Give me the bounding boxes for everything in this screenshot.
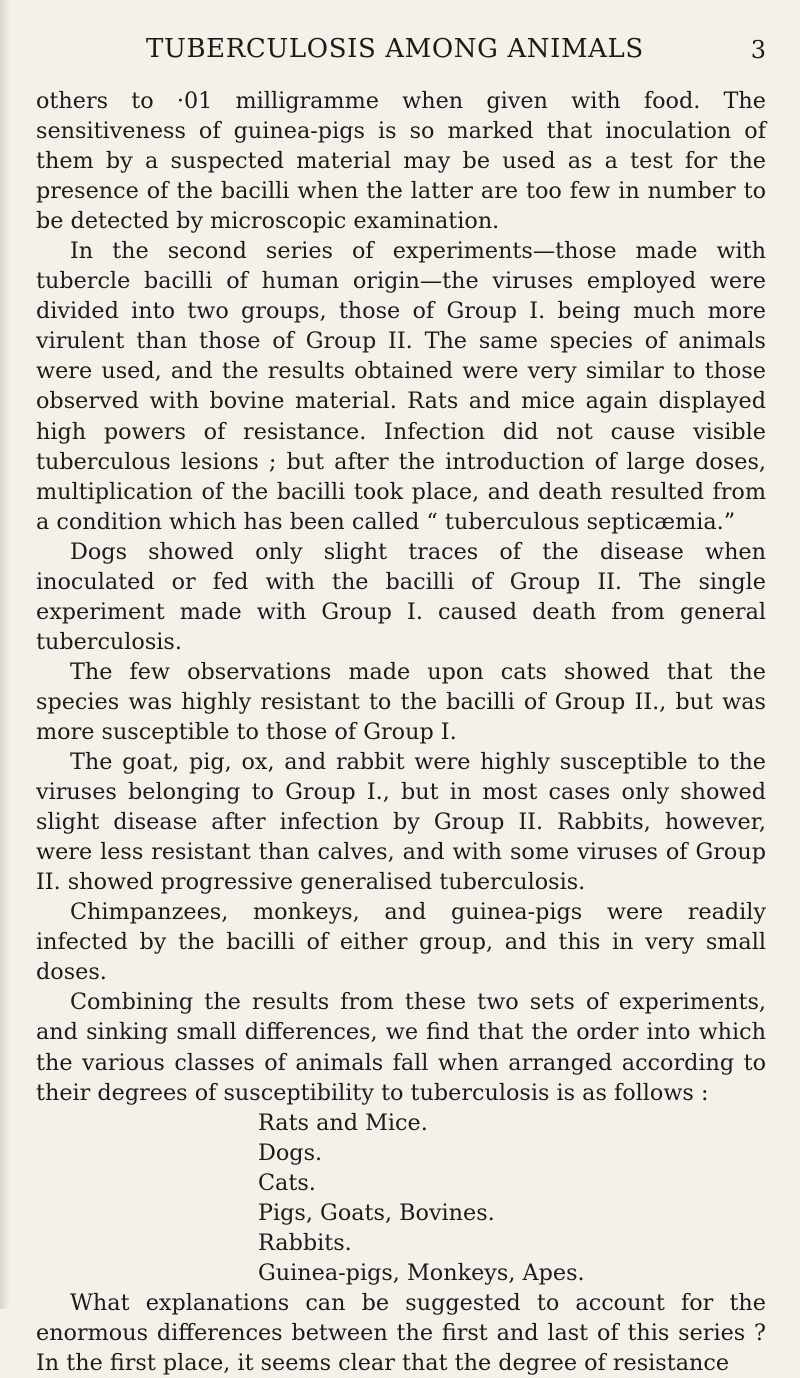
paragraph-second-series: In the second series of experiments—those made with tubercle bacilli of human origin—the viruses employed were divided into two groups, those of Group I. being much more virulent than those of Group II. The same species of animals were used, and the results obtained were very similar to those observed with bovine material. Rats and mice again displayed high powers of resistance. Infection did not cause visible tuberculous lesions ; but after the introduction of large doses, multiplication of the bacilli took place, and death resulted from a condition which has been called “ tuberculous septicæmia.” xyxy=(36,238,766,535)
list-item: Rats and Mice. xyxy=(258,1109,428,1136)
body-text xyxy=(36,86,766,1378)
paragraph-continuation: others to ·01 milligramme when given with food. The sensitiveness of guinea-pigs is so marked that inoculation of them by a suspected material may be used as a test for the presence of the bacilli when the latter are too few in number to be detected by microscopic examination. xyxy=(36,88,766,235)
running-title: TUBERCULOSIS AMONG ANIMALS xyxy=(146,34,644,64)
list-item: Dogs. xyxy=(258,1139,323,1166)
susceptibility-list xyxy=(36,1108,766,1288)
paragraph-closing: What explanations can be suggested to account for the enormous differences between the first and last of this series ? In the first place, it seems clear that the degree of resistance xyxy=(36,1289,766,1376)
paragraph-dogs: Dogs showed only slight traces of the disease when inoculated or fed with the bacilli of Group II. The single experiment made with Group I. caused death from general tuberculosis. xyxy=(36,538,766,655)
paragraph-cats: The few observations made upon cats showed that the species was highly resistant to the bacilli of Group II., but was more susceptible to those of Group I. xyxy=(36,658,766,745)
running-head xyxy=(36,34,766,74)
list-item: Cats. xyxy=(258,1169,316,1196)
paragraph-chimpanzees: Chimpanzees, monkeys, and guinea-pigs were readily infected by the bacilli of either group, and this in very small doses. xyxy=(36,899,766,986)
paragraph-goat-pig-ox-rabbit: The goat, pig, ox, and rabbit were highly susceptible to the viruses belonging to Group I., but in most cases only showed slight disease after infection by Group II. Rabbits, however, were less resistant than calves, and with some viruses of Group II. showed progressive generalised tuberculosis. xyxy=(36,749,766,896)
paragraph-combining-results: Combining the results from these two sets of experiments, and sinking small differences, we find that the order into which the various classes of animals fall when arranged according to their degrees of susceptibility to tuberculosis is as follows : xyxy=(36,989,766,1106)
list-item: Rabbits. xyxy=(258,1229,352,1256)
list-item: Guinea-pigs, Monkeys, Apes. xyxy=(258,1259,585,1286)
list-item: Pigs, Goats, Bovines. xyxy=(258,1199,495,1226)
page-number: 3 xyxy=(750,36,766,64)
page-gutter-shadow xyxy=(0,0,10,1309)
